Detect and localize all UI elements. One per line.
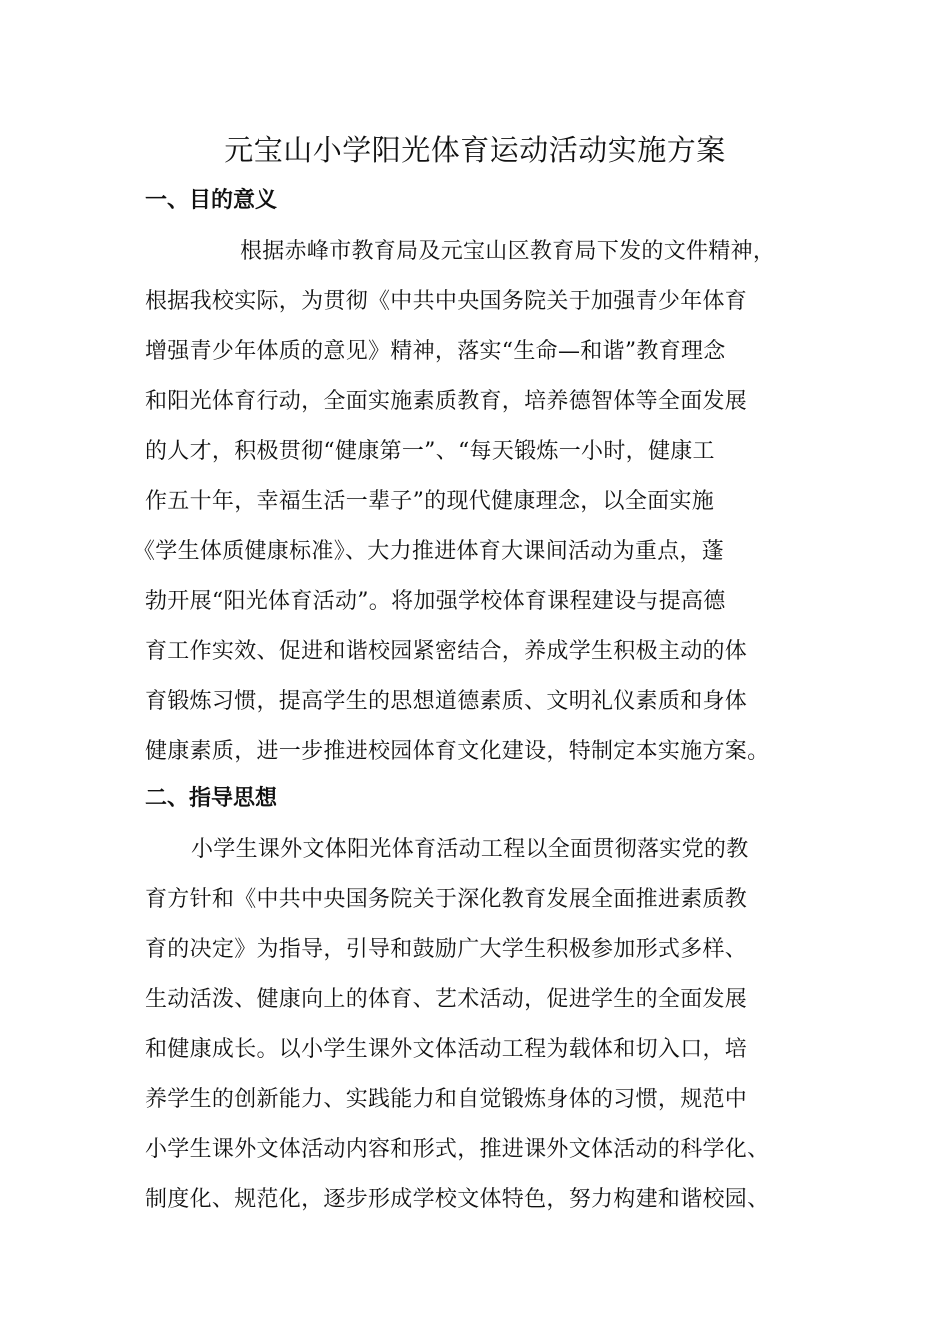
paragraph-line: 健康素质，进一步推进校园体育文化建设，特制定本实施方案。 bbox=[145, 739, 770, 764]
paragraph-line: 育的决定》为指导，引导和鼓励广大学生积极参加形式多样、 bbox=[145, 937, 748, 962]
paragraph-line: 生动活泼、健康向上的体育、艺术活动，促进学生的全面发展 bbox=[145, 987, 748, 1012]
section-body-guiding-ideology bbox=[145, 825, 825, 1225]
paragraph-line: 育工作实效、促进和谐校园紧密结合，养成学生积极主动的体 bbox=[145, 639, 748, 664]
paragraph-line: 勃开展“阳光体育活动”。将加强学校体育课程建设与提高德 bbox=[145, 589, 726, 614]
section-heading-guiding-ideology: 二、指导思想 bbox=[145, 786, 278, 811]
paragraph-line: 和阳光体育行动，全面实施素质教育，培养德智体等全面发展 bbox=[145, 389, 748, 414]
paragraph-line: 根据赤峰市教育局及元宝山区教育局下发的文件精神， bbox=[240, 239, 776, 264]
document-title: 元宝山小学阳光体育运动活动实施方案 bbox=[224, 133, 726, 167]
section-body-purpose bbox=[133, 227, 825, 777]
paragraph-line: 养学生的创新能力、实践能力和自觉锻炼身体的习惯，规范中 bbox=[145, 1087, 748, 1112]
paragraph-line: 育锻炼习惯，提高学生的思想道德素质、文明礼仪素质和身体 bbox=[145, 689, 748, 714]
paragraph-line: 根据我校实际，为贯彻《中共中央国务院关于加强青少年体育 bbox=[145, 289, 748, 314]
paragraph-line: 增强青少年体质的意见》精神，落实“生命—和谐”教育理念 bbox=[145, 339, 726, 364]
paragraph-line: 小学生课外文体阳光体育活动工程以全面贯彻落实党的教 bbox=[191, 837, 749, 862]
paragraph-line: 制度化、规范化，逐步形成学校文体特色，努力构建和谐校园、 bbox=[145, 1187, 770, 1212]
paragraph-line: 《学生体质健康标准》、大力推进体育大课间活动为重点，蓬 bbox=[133, 539, 725, 564]
paragraph-line: 小学生课外文体活动内容和形式，推进课外文体活动的科学化、 bbox=[145, 1137, 770, 1162]
paragraph-line: 的人才，积极贯彻“健康第一”、“每天锻炼一小时，健康工 bbox=[145, 439, 715, 464]
paragraph-line: 育方针和《中共中央国务院关于深化教育发展全面推进素质教 bbox=[145, 887, 748, 912]
section-heading-purpose: 一、目的意义 bbox=[145, 188, 278, 213]
paragraph-line: 和健康成长。以小学生课外文体活动工程为载体和切入口，培 bbox=[145, 1037, 748, 1062]
paragraph-line: 作五十年，幸福生活一辈子”的现代健康理念，以全面实施 bbox=[145, 489, 715, 514]
